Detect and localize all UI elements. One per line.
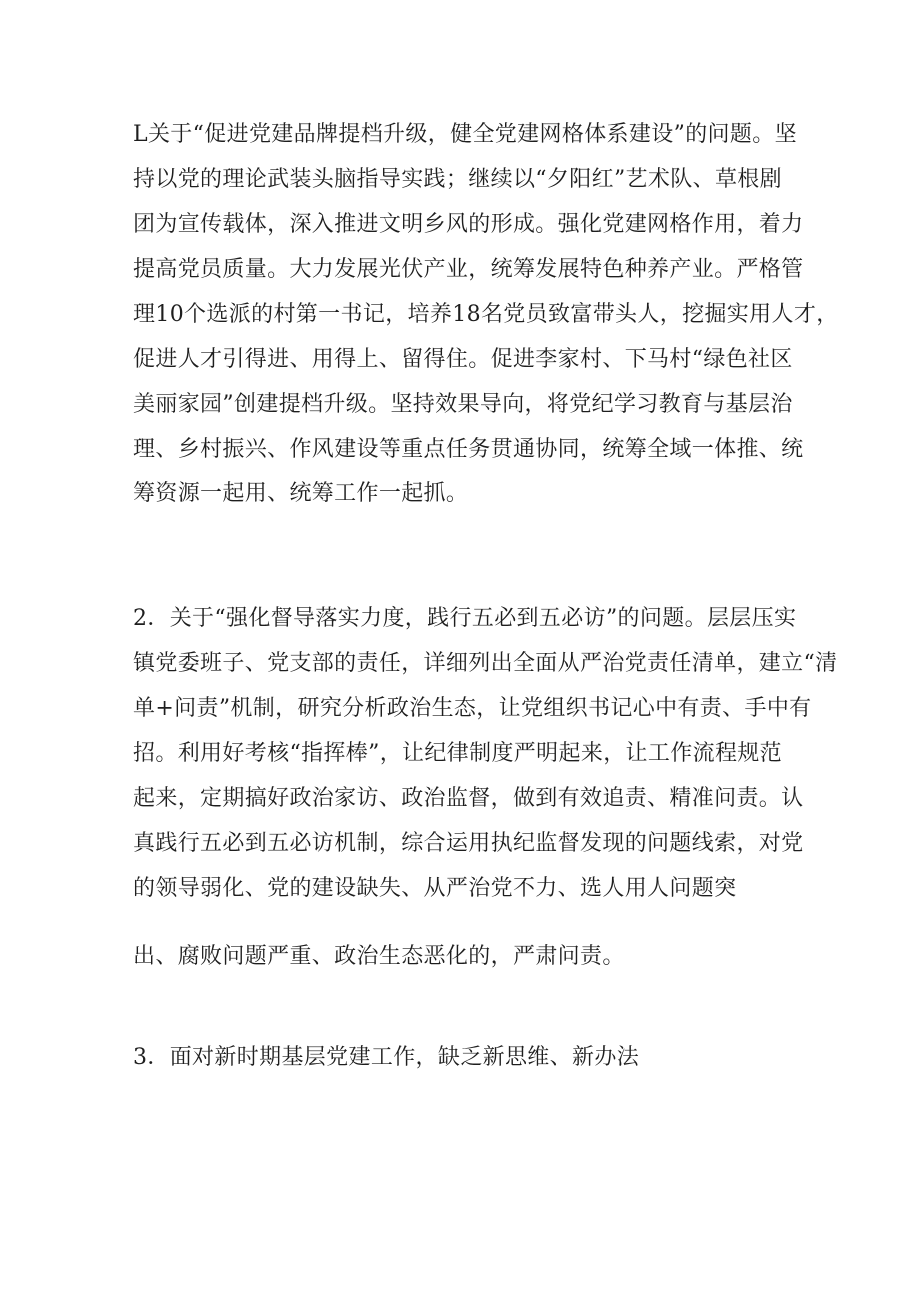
paragraph-2-line: 真践行五必到五必访机制，综合运用执纪监督发现的问题线索，对党 bbox=[133, 831, 804, 856]
paragraph-1-line: 团为宣传载体，深入推进文明乡风的形成。强化党建网格作用，着力 bbox=[133, 212, 804, 237]
paragraph-1-line: 理、乡村振兴、作风建设等重点任务贯通协同，统筹全域一体推、统 bbox=[133, 437, 804, 462]
paragraph-2-line: 单+问责”机制，研究分析政治生态，让党组织书记心中有责、手中有 bbox=[133, 696, 812, 721]
paragraph-1-line: 促进人才引得进、用得上、留得住。促进李家村、下马村“绿色社区 bbox=[133, 347, 793, 372]
paragraph-1-line: 持以党的理论武装头脑指导实践；继续以“夕阳红”艺术队、草根剧 bbox=[133, 167, 782, 192]
paragraph-2-line: 的领导弱化、党的建设缺失、从严治党不力、选人用人问题突 bbox=[133, 876, 737, 901]
paragraph-1-line: 美丽家园”创建提档升级。坚持效果导向，将党纪学习教育与基层治 bbox=[133, 392, 793, 417]
paragraph-2-line: 招。利用好考核“指挥棒”，让纪律制度严明起来，让工作流程规范 bbox=[133, 741, 782, 766]
paragraph-2-line: 2．关于“强化督导落实力度，践行五必到五必访”的问题。层层压实 bbox=[133, 606, 797, 631]
paragraph-3-line: 3．面对新时期基层党建工作，缺乏新思维、新办法 bbox=[133, 1045, 640, 1070]
paragraph-1-line: 筹资源一起用、统筹工作一起抓。 bbox=[133, 481, 469, 506]
paragraph-2-line: 镇党委班子、党支部的责任，详细列出全面从严治党责任清单，建立“清 bbox=[133, 651, 838, 676]
paragraph-2-continued-line: 出、腐败问题严重、政治生态恶化的，严肃问责。 bbox=[133, 944, 625, 969]
paragraph-2-line: 起来，定期搞好政治家访、政治监督，做到有效追责、精准问责。认 bbox=[133, 786, 804, 811]
paragraph-1-line: L关于“促进党建品牌提档升级，健全党建网格体系建设”的问题。坚 bbox=[133, 122, 797, 147]
paragraph-1-line: 理10个选派的村第一书记，培养18名党员致富带头人，挖掘实用人才， bbox=[133, 302, 839, 327]
paragraph-1-line: 提高党员质量。大力发展光伏产业，统筹发展特色种养产业。严格管 bbox=[133, 257, 804, 282]
